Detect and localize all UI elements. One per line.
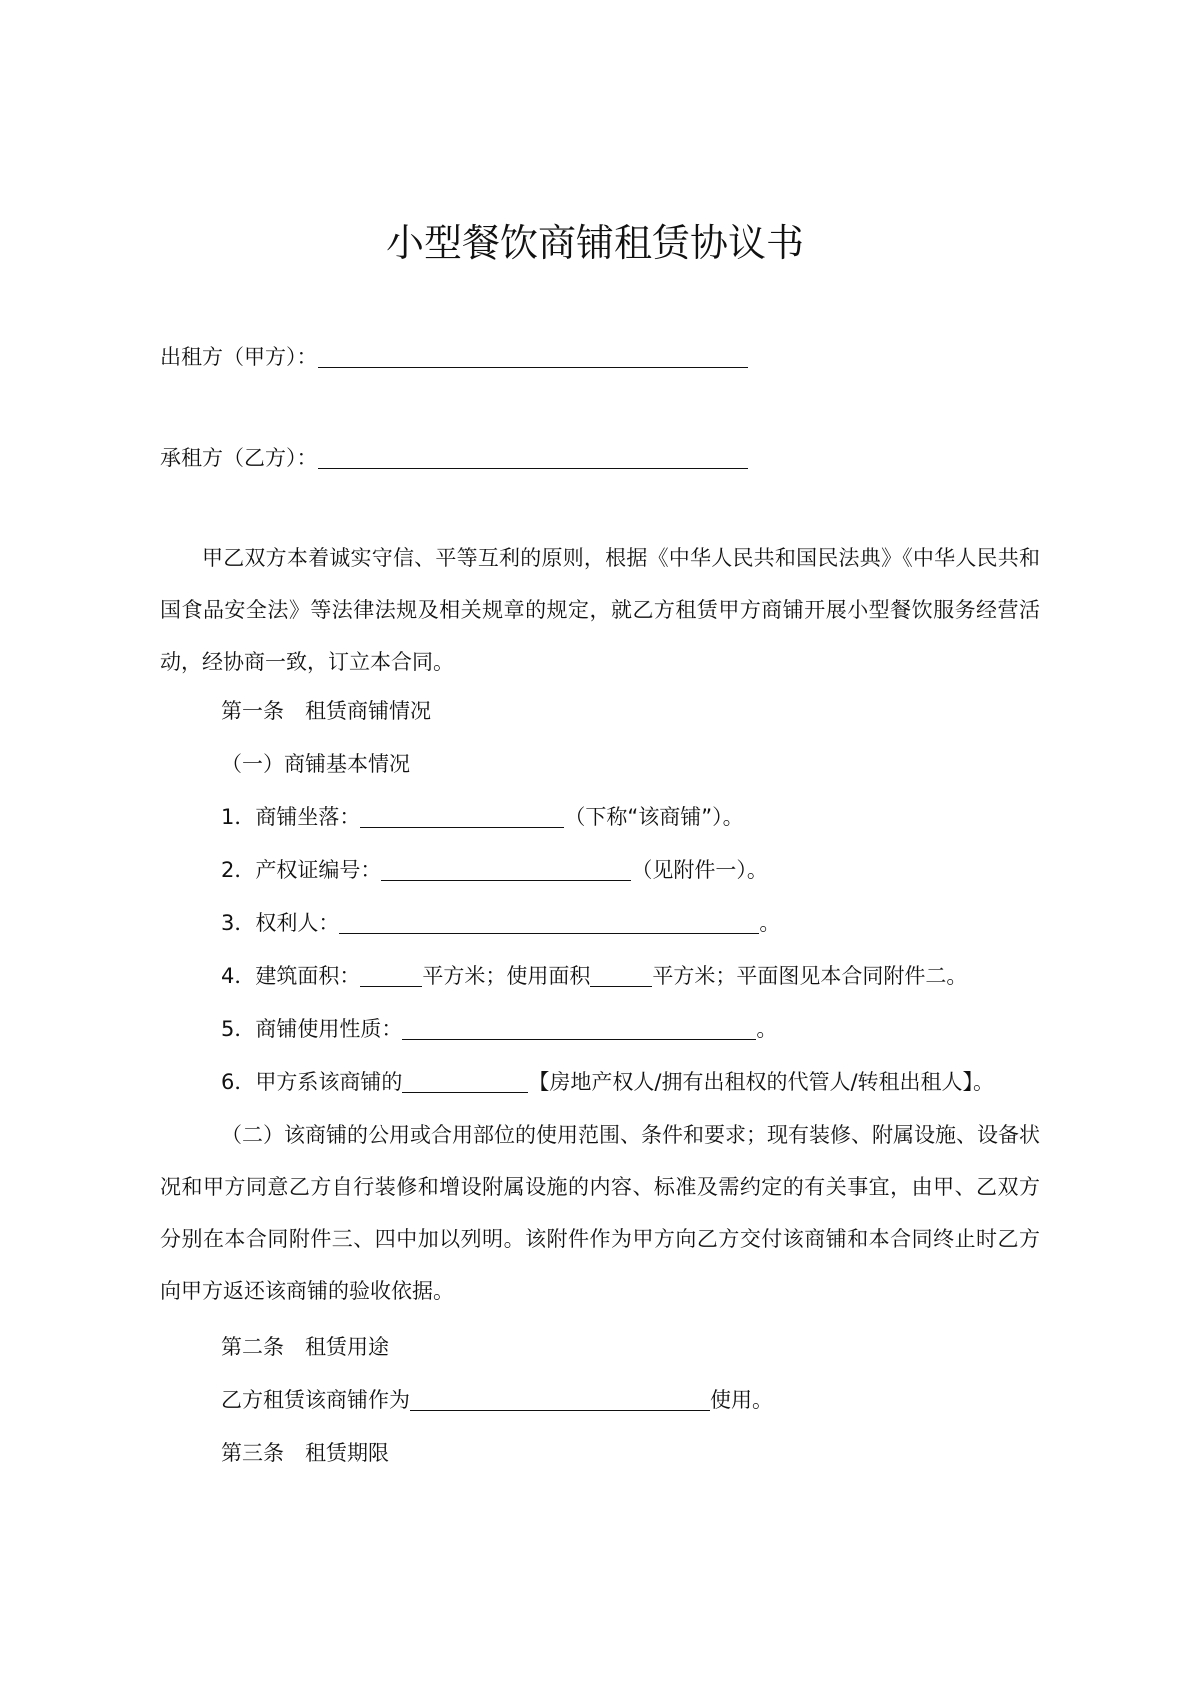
item6-blank[interactable]: [402, 1068, 528, 1093]
item4-mid: 平方米；使用面积: [422, 964, 591, 988]
article2-text-line: [221, 1386, 773, 1414]
lessee-label: 承租方（乙方）：: [160, 446, 318, 470]
item2-blank[interactable]: [381, 856, 631, 881]
item2-suffix: （见附件一）。: [631, 858, 768, 882]
lessee-blank[interactable]: [318, 444, 748, 469]
lessee-line: [160, 444, 748, 472]
item5-suffix: 。: [756, 1017, 778, 1041]
article1-sub1: （一）商铺基本情况: [221, 752, 410, 776]
lessor-label: 出租方（甲方）：: [160, 345, 318, 369]
item5-label: 5．商铺使用性质：: [221, 1017, 403, 1041]
building-area-blank[interactable]: [360, 962, 422, 987]
usage-blank[interactable]: [410, 1386, 710, 1411]
article3-heading: 第三条 租赁期限: [221, 1441, 389, 1465]
item4-label: 4．建筑面积：: [221, 964, 361, 988]
item6-suffix: 【房地产权人/拥有出租权的代管人/转租出租人】。: [528, 1070, 995, 1094]
item5-blank[interactable]: [402, 1015, 756, 1040]
document-title: 小型餐饮商铺租赁协议书: [385, 221, 804, 265]
item1-label: 1．商铺坐落：: [221, 805, 361, 829]
usable-area-blank[interactable]: [590, 962, 652, 987]
item3-suffix: 。: [759, 911, 781, 935]
lessor-blank[interactable]: [318, 343, 748, 368]
item3-label: 3．权利人：: [221, 911, 340, 935]
item1-line: [221, 803, 744, 831]
lessor-line: [160, 343, 748, 371]
item6-label: 6．甲方系该商铺的: [221, 1070, 403, 1094]
item6-line: [221, 1068, 994, 1096]
article1-sub2: （二）该商铺的公用或合用部位的使用范围、条件和要求；现有装修、附属设施、设备状况和甲方同意乙方自行装修和增设附属设施的内容、标准及需约定的有关事宜，由甲、乙双方分别在本合同附件三、四中加以列明。该附件作为甲方向乙方交付该商铺和本合同终止时乙方向甲方返还该商铺的验收依据。: [160, 1123, 1040, 1303]
item1-suffix: （下称“该商铺”）。: [564, 805, 744, 829]
article1-heading: 第一条 租赁商铺情况: [221, 699, 431, 723]
item2-line: [221, 856, 768, 884]
article2-heading: 第二条 租赁用途: [221, 1335, 389, 1359]
intro-paragraph: 甲乙双方本着诚实守信、平等互利的原则，根据《中华人民共和国民法典》《中华人民共和国食品安全法》等法律法规及相关规章的规定，就乙方租赁甲方商铺开展小型餐饮服务经营活动，经协商一致，订立本合同。: [160, 546, 1040, 674]
item2-label: 2．产权证编号：: [221, 858, 382, 882]
article2-suffix: 使用。: [710, 1388, 773, 1412]
item3-line: [221, 909, 780, 937]
item1-blank[interactable]: [360, 803, 564, 828]
item4-suffix: 平方米；平面图见本合同附件二。: [652, 964, 968, 988]
item4-line: [221, 962, 967, 990]
item3-blank[interactable]: [339, 909, 759, 934]
article2-label: 乙方租赁该商铺作为: [221, 1388, 410, 1412]
item5-line: [221, 1015, 777, 1043]
